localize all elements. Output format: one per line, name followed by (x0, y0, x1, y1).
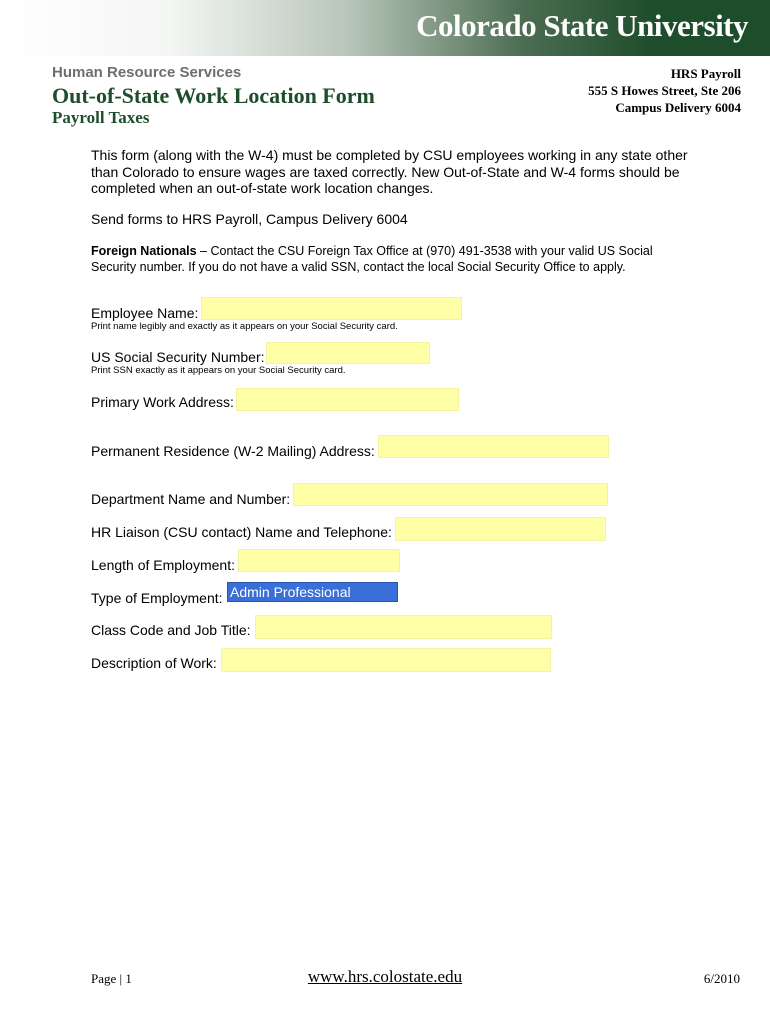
class-code-label: Class Code and Job Title: (91, 622, 251, 638)
hr-liaison-label: HR Liaison (CSU contact) Name and Telephone: (91, 524, 392, 540)
type-of-employment-select[interactable]: Admin Professional (227, 582, 398, 602)
type-of-employment-label: Type of Employment: (91, 590, 223, 606)
website-link[interactable]: www.hrs.colostate.edu (307, 967, 463, 986)
permanent-residence-field[interactable] (378, 435, 609, 458)
revision-date: 6/2010 (703, 971, 740, 986)
description-field[interactable] (221, 648, 551, 672)
permanent-residence-label: Permanent Residence (W-2 Mailing) Address: (91, 443, 375, 459)
foreign-nationals-note (91, 244, 691, 275)
address-line-3: Campus Delivery 6004 (615, 100, 741, 115)
foreign-nationals-heading: Foreign Nationals (91, 244, 197, 258)
ssn-field[interactable] (266, 342, 430, 364)
foreign-nationals-text: – Contact the CSU Foreign Tax Office at (970) 491-3538 with your valid US Social Security number. If you do not have a valid SSN, contact the local Social Security Office to apply. (91, 244, 653, 274)
form-title: Out-of-State Work Location Form (52, 83, 375, 108)
primary-work-address-field[interactable] (236, 388, 459, 411)
primary-work-address-label: Primary Work Address: (91, 394, 234, 410)
payroll-address (588, 65, 741, 116)
send-instructions: Send forms to HRS Payroll, Campus Delivery 6004 (91, 211, 408, 227)
length-of-employment-field[interactable] (238, 549, 400, 572)
csu-logo: Colorado State University (416, 8, 748, 43)
page-number: Page | 1 (91, 971, 132, 986)
header-banner (0, 0, 770, 56)
employee-name-label: Employee Name: (91, 305, 199, 321)
employee-name-field[interactable] (201, 297, 462, 320)
class-code-field[interactable] (255, 615, 552, 639)
description-label: Description of Work: (91, 655, 217, 671)
department-label: Department Name and Number: (91, 491, 291, 507)
ssn-hint: Print SSN exactly as it appears on your Social Security card. (91, 365, 346, 376)
address-line-2: 555 S Howes Street, Ste 206 (588, 83, 741, 98)
ssn-label: US Social Security Number: (91, 349, 265, 365)
department-field[interactable] (293, 483, 608, 506)
employee-name-hint: Print name legibly and exactly as it appears on your Social Security card. (91, 321, 398, 332)
department-label: Human Resource Services (52, 64, 242, 81)
address-line-1: HRS Payroll (670, 66, 741, 81)
length-of-employment-label: Length of Employment: (91, 557, 235, 573)
form-subtitle: Payroll Taxes (52, 108, 150, 127)
intro-paragraph: This form (along with the W-4) must be completed by CSU employees working in any state other than Colorado to ensure wages are taxed correctly. New Out-of-State and W-4 forms should be completed when an out-of-state work location changes. (91, 147, 688, 196)
hr-liaison-field[interactable] (395, 517, 606, 541)
